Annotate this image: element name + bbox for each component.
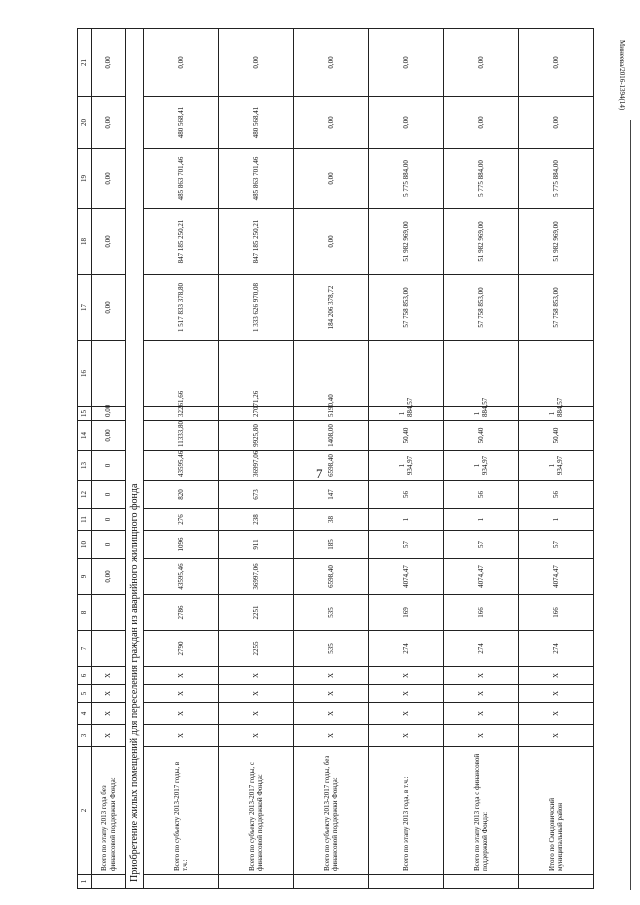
- section-title: Приобретение жилых помещений для переселения граждан из аварийного жилищного фонда: [126, 29, 144, 889]
- table-cell: X: [144, 685, 219, 703]
- table-cell: 4074,47: [369, 559, 444, 595]
- table-cell: 166: [444, 595, 519, 631]
- table-cell: 1 333 626 970,08: [219, 275, 294, 341]
- table-cell: 0,00: [294, 97, 369, 149]
- table-cell: 274: [519, 631, 594, 667]
- table-cell: 2255: [219, 631, 294, 667]
- table-cell: 1 884,57: [519, 407, 594, 421]
- row-index-cell: [369, 875, 444, 889]
- column-number-cell: 9: [78, 559, 92, 595]
- column-number-cell: 16: [78, 341, 92, 407]
- table-cell: X: [519, 667, 594, 685]
- column-number-cell: 20: [78, 97, 92, 149]
- table-cell: X: [444, 725, 519, 747]
- table-cell: 276: [144, 509, 219, 531]
- row-index-cell: [519, 875, 594, 889]
- table-cell: 1: [519, 509, 594, 531]
- row-index-cell: [92, 875, 126, 889]
- column-number-cell: 19: [78, 149, 92, 209]
- table-cell: 5 775 884,00: [519, 149, 594, 209]
- table-cell: 57: [444, 531, 519, 559]
- table-cell: 57 758 853,00: [369, 275, 444, 341]
- table-cell: X: [92, 667, 126, 685]
- row-name-cell: Всего по субъекту 2013-2017 годы, в т.ч.:: [144, 747, 219, 875]
- table-cell: X: [144, 667, 219, 685]
- table-row: [369, 29, 444, 889]
- table-cell: [369, 341, 444, 407]
- table-cell: X: [294, 725, 369, 747]
- table-cell: X: [444, 667, 519, 685]
- table-cell: 50,40: [519, 421, 594, 451]
- column-number-cell: 1: [78, 875, 92, 889]
- table-cell: 4074,47: [444, 559, 519, 595]
- table-cell: 57 758 853,00: [444, 275, 519, 341]
- table-cell: 2251: [219, 595, 294, 631]
- table-cell: 0,00: [519, 29, 594, 97]
- table-cell: 2786: [144, 595, 219, 631]
- table-cell: 0: [92, 481, 126, 509]
- table-cell: [444, 341, 519, 407]
- table-cell: X: [92, 725, 126, 747]
- table-cell: 0,00: [92, 559, 126, 595]
- table-cell: X: [294, 667, 369, 685]
- table-cell: 36997,06: [219, 451, 294, 481]
- rotated-table-wrapper: [78, 28, 594, 888]
- table-cell: 847 185 250,21: [144, 209, 219, 275]
- table-row: [219, 29, 294, 889]
- table-cell: X: [369, 703, 444, 725]
- table-cell: 50,40: [369, 421, 444, 451]
- table-cell: 38: [294, 509, 369, 531]
- column-number-cell: 12: [78, 481, 92, 509]
- column-number-cell: 11: [78, 509, 92, 531]
- table-cell: X: [444, 685, 519, 703]
- table-row: [144, 29, 219, 889]
- side-stamp: Минеева/2016-1394(14): [618, 40, 626, 111]
- table-cell: 535: [294, 595, 369, 631]
- table-cell: 1 884,57: [444, 407, 519, 421]
- column-number-cell: 8: [78, 595, 92, 631]
- table-cell: 480 568,41: [219, 97, 294, 149]
- table-cell: 480 568,41: [144, 97, 219, 149]
- table-cell: 1: [369, 509, 444, 531]
- table-cell: 43595,46: [144, 559, 219, 595]
- table-cell: X: [219, 703, 294, 725]
- table-cell: 36997,06: [219, 559, 294, 595]
- table-cell: 1 934,97: [444, 451, 519, 481]
- table-cell: 5 775 884,00: [444, 149, 519, 209]
- table-cell: X: [294, 685, 369, 703]
- table-cell: X: [219, 685, 294, 703]
- column-number-cell: 17: [78, 275, 92, 341]
- row-index-cell: [444, 875, 519, 889]
- row-name-cell: Всего по этапу 2013 года, в т.ч.:: [369, 747, 444, 875]
- table-cell: 27071,26: [219, 407, 294, 421]
- table-cell: 0,00: [294, 149, 369, 209]
- table-cell: 2790: [144, 631, 219, 667]
- column-number-cell: 5: [78, 685, 92, 703]
- row-index-cell: [144, 875, 219, 889]
- table-cell: 0: [92, 451, 126, 481]
- table-cell: 51 982 969,00: [519, 209, 594, 275]
- table-cell: 0,00: [144, 29, 219, 97]
- table-cell: 1408,00: [294, 421, 369, 451]
- table-cell: 0,00: [92, 209, 126, 275]
- table-cell: X: [369, 667, 444, 685]
- table-cell: 0,00: [92, 407, 126, 421]
- row-name-cell: Всего по субъекту 2013-2017 годы, без финансовой поддержки Фонда:: [294, 747, 369, 875]
- table-cell: 0: [92, 531, 126, 559]
- table-cell: 673: [219, 481, 294, 509]
- table-cell: 0,00: [92, 421, 126, 451]
- column-number-cell: 21: [78, 29, 92, 97]
- column-number-cell: 10: [78, 531, 92, 559]
- table-cell: X: [294, 703, 369, 725]
- table-cell: 184 206 378,72: [294, 275, 369, 341]
- table-cell: 166: [519, 595, 594, 631]
- table-cell: 1: [444, 509, 519, 531]
- table-cell: 485 863 701,46: [144, 149, 219, 209]
- table-cell: X: [144, 725, 219, 747]
- table-cell: X: [369, 685, 444, 703]
- table-cell: X: [92, 685, 126, 703]
- table-cell: 1 884,57: [369, 407, 444, 421]
- table-cell: 0,00: [369, 29, 444, 97]
- table-cell: 0,00: [294, 29, 369, 97]
- row-index-cell: [294, 875, 369, 889]
- table-cell: 535: [294, 631, 369, 667]
- column-number-cell: 13: [78, 451, 92, 481]
- table-cell: 147: [294, 481, 369, 509]
- table-cell: 5190,40: [294, 407, 369, 421]
- column-number-cell: 3: [78, 725, 92, 747]
- table-cell: [92, 631, 126, 667]
- table-cell: 0,00: [294, 209, 369, 275]
- table-row: [294, 29, 369, 889]
- table-cell: 1 934,97: [519, 451, 594, 481]
- table-cell: 50,40: [444, 421, 519, 451]
- table-cell: 0,00: [444, 29, 519, 97]
- table-cell: X: [519, 685, 594, 703]
- table-row: [444, 29, 519, 889]
- table-cell: 1 934,97: [369, 451, 444, 481]
- row-name-cell: Итого по Смидовичский муниципальный район: [519, 747, 594, 875]
- table-cell: 185: [294, 531, 369, 559]
- table-cell: X: [519, 703, 594, 725]
- table-cell: X: [219, 667, 294, 685]
- table-cell: 274: [369, 631, 444, 667]
- table-cell: X: [444, 703, 519, 725]
- table-cell: 847 185 250,21: [219, 209, 294, 275]
- table-cell: 56: [444, 481, 519, 509]
- table-cell: 56: [519, 481, 594, 509]
- table-cell: 0,00: [219, 29, 294, 97]
- table-cell: [519, 341, 594, 407]
- page-number: 7: [316, 466, 323, 481]
- table-cell: 32261,66: [144, 407, 219, 421]
- table-cell: 0: [92, 509, 126, 531]
- table-cell: X: [519, 725, 594, 747]
- table-cell: 1096: [144, 531, 219, 559]
- table-cell: 6598,40: [294, 559, 369, 595]
- table-cell: [92, 341, 126, 407]
- column-number-cell: 6: [78, 667, 92, 685]
- table-cell: 0,00: [444, 97, 519, 149]
- table-cell: X: [369, 725, 444, 747]
- column-number-cell: 7: [78, 631, 92, 667]
- table-cell: 238: [219, 509, 294, 531]
- table-cell: X: [144, 703, 219, 725]
- table-cell: 5 775 884,00: [369, 149, 444, 209]
- table-cell: 820: [144, 481, 219, 509]
- table-cell: 56: [369, 481, 444, 509]
- table-body: [78, 29, 594, 889]
- table-cell: 274: [444, 631, 519, 667]
- table-cell: 0,00: [92, 149, 126, 209]
- column-number-cell: 4: [78, 703, 92, 725]
- table-cell: X: [92, 703, 126, 725]
- table-cell: X: [219, 725, 294, 747]
- table-cell: 485 863 701,46: [219, 149, 294, 209]
- row-name-cell: Всего по субъекту 2013-2017 годы, с финансовой поддержкой Фонда:: [219, 747, 294, 875]
- table-cell: 57 758 853,00: [519, 275, 594, 341]
- table-cell: 169: [369, 595, 444, 631]
- table-cell: 9925,80: [219, 421, 294, 451]
- table-cell: 0,00: [92, 29, 126, 97]
- table-row: [519, 29, 594, 889]
- table-cell: 0,00: [519, 97, 594, 149]
- column-number-cell: 15: [78, 407, 92, 421]
- table-cell: 6598,40: [294, 451, 369, 481]
- row-name-cell: Всего по этапу 2013 года без финансовой поддержки Фонда:: [92, 747, 126, 875]
- row-index-cell: [219, 875, 294, 889]
- table-cell: 11333,80: [144, 421, 219, 451]
- column-number-cell: 2: [78, 747, 92, 875]
- table-cell: 4074,47: [519, 559, 594, 595]
- table-cell: 0,00: [369, 97, 444, 149]
- first-row: [92, 29, 126, 889]
- column-number-row: [78, 29, 92, 889]
- table-cell: 1 517 833 378,80: [144, 275, 219, 341]
- table-cell: 57: [519, 531, 594, 559]
- section-title-row: [126, 29, 144, 889]
- table-cell: 51 982 969,00: [444, 209, 519, 275]
- table-cell: 51 982 969,00: [369, 209, 444, 275]
- row-name-cell: Всего по этапу 2013 года с финансовой поддержкой Фонда:: [444, 747, 519, 875]
- column-number-cell: 18: [78, 209, 92, 275]
- column-number-cell: 14: [78, 421, 92, 451]
- scan-edge-line: [630, 120, 631, 890]
- table-cell: 911: [219, 531, 294, 559]
- table-cell: 0,00: [92, 97, 126, 149]
- housing-table: [77, 28, 594, 889]
- table-cell: 43595,46: [144, 451, 219, 481]
- table-cell: [92, 595, 126, 631]
- table-cell: 0,00: [92, 275, 126, 341]
- table-cell: 57: [369, 531, 444, 559]
